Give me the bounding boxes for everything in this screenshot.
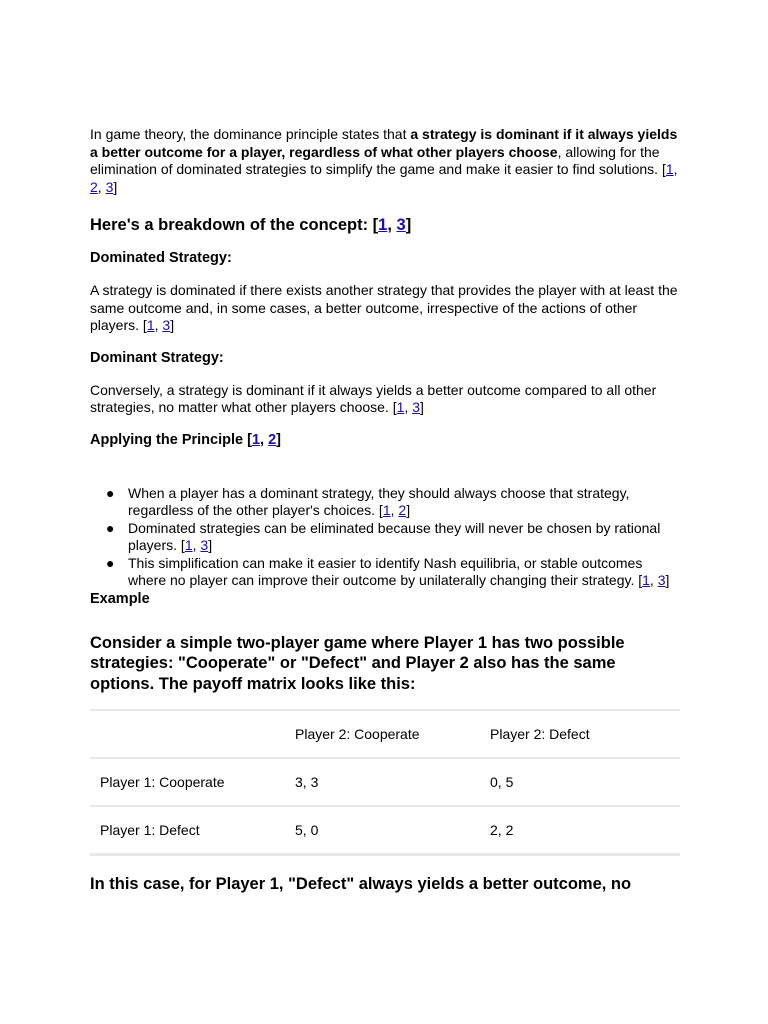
citation-link[interactable]: 3 <box>162 317 171 333</box>
citation-link[interactable]: 3 <box>396 216 406 234</box>
table-cell: 2, 2 <box>490 822 514 838</box>
table-header-cell: Player 2: Cooperate <box>295 726 420 742</box>
table-cell: Player 1: Defect <box>100 822 200 838</box>
bullet-icon: ● <box>106 519 115 536</box>
citation-link[interactable]: 1 <box>184 537 193 553</box>
citation-link[interactable]: 2 <box>268 431 277 448</box>
table-cell: 0, 5 <box>490 774 514 790</box>
dominant-strategy-paragraph: Conversely, a strategy is dominant if it always yields a better outcome compared to all other strategies, no matter what other players choose. [1, 3] <box>90 381 657 415</box>
payoff-matrix-table <box>90 709 680 856</box>
citation-link[interactable]: 2 <box>398 502 407 518</box>
citation-link[interactable]: 3 <box>412 399 420 415</box>
intro-text-end: , allowing for the elimination of dominated strategies to simplify the game and make it easier to find solutions. [ <box>90 143 666 177</box>
applying-principle-heading: Applying the Principle [1, 2] <box>90 431 281 448</box>
table-header-row <box>90 710 680 758</box>
table-cell: Player 1: Cooperate <box>100 774 225 790</box>
citation-link[interactable]: 1 <box>251 431 261 448</box>
citation-link[interactable]: 1 <box>642 572 650 588</box>
table-header-cell: Player 2: Defect <box>490 726 590 742</box>
citation-link[interactable]: 3 <box>200 537 209 553</box>
citation-link[interactable]: 1 <box>665 161 674 177</box>
citation-link[interactable]: 1 <box>382 502 391 518</box>
citation-link[interactable]: 2 <box>90 178 98 195</box>
citation-link[interactable]: 1 <box>146 317 155 333</box>
dominant-strategy-heading: Dominant Strategy: <box>90 349 224 366</box>
list-item: ● When a player has a dominant strategy, they should always choose that strategy, regardless of the other player's choices. [1, 2] <box>106 484 630 518</box>
breakdown-heading: Here's a breakdown of the concept: [1, 3] <box>90 216 412 234</box>
intro-paragraph: In game theory, the dominance principle states that a strategy is dominant if it always yields a better outcome for a player, regardless of what other players choose, allowing for the elimination of dominated strategies to simplify the game and make it easier to find solutions. [1, 2, 3] <box>90 126 678 195</box>
intro-bold-text: a strategy is dominant if it always yields a better outcome for a player, regardless of what other players choose <box>90 126 678 160</box>
bullet-icon: ● <box>106 554 115 571</box>
table-header-cell <box>90 710 285 758</box>
principle-list <box>90 485 680 590</box>
table-cell: 3, 3 <box>295 774 319 790</box>
bullet-icon: ● <box>106 484 115 501</box>
example-question: Consider a simple two-player game where Player 1 has two possible strategies: "Cooperate" or "Defect" and Player 2 also has the same options. The payoff matrix looks like this: <box>90 633 625 693</box>
article <box>90 126 680 894</box>
dominated-strategy-heading: Dominated Strategy: <box>90 250 232 266</box>
citation-link[interactable]: 1 <box>378 216 388 234</box>
citation-link[interactable]: 3 <box>105 178 114 195</box>
conclusion-text: In this case, for Player 1, "Defect" always yields a better outcome, no <box>90 875 632 893</box>
intro-text: In game theory, the dominance principle states that <box>90 126 411 142</box>
dominated-strategy-paragraph: A strategy is dominated if there exists another strategy that provides the player with at least the same outcome and, in some cases, a better outcome, irrespective of the actions of other players. [1, 3] <box>90 282 678 333</box>
example-heading: Example <box>90 590 150 607</box>
table-cell: 5, 0 <box>295 822 319 838</box>
table-row <box>90 758 680 806</box>
list-item: ● Dominated strategies can be eliminated because they will never be chosen by rational players. [1, 3] <box>106 519 661 553</box>
list-item: ● This simplification can make it easier to identify Nash equilibria, or stable outcomes where no player can improve their outcome by unilaterally changing their strategy. [1, 3] <box>106 554 670 588</box>
citation-link[interactable]: 1 <box>396 399 405 415</box>
citation-link[interactable]: 3 <box>657 572 666 588</box>
table-row <box>90 806 680 855</box>
